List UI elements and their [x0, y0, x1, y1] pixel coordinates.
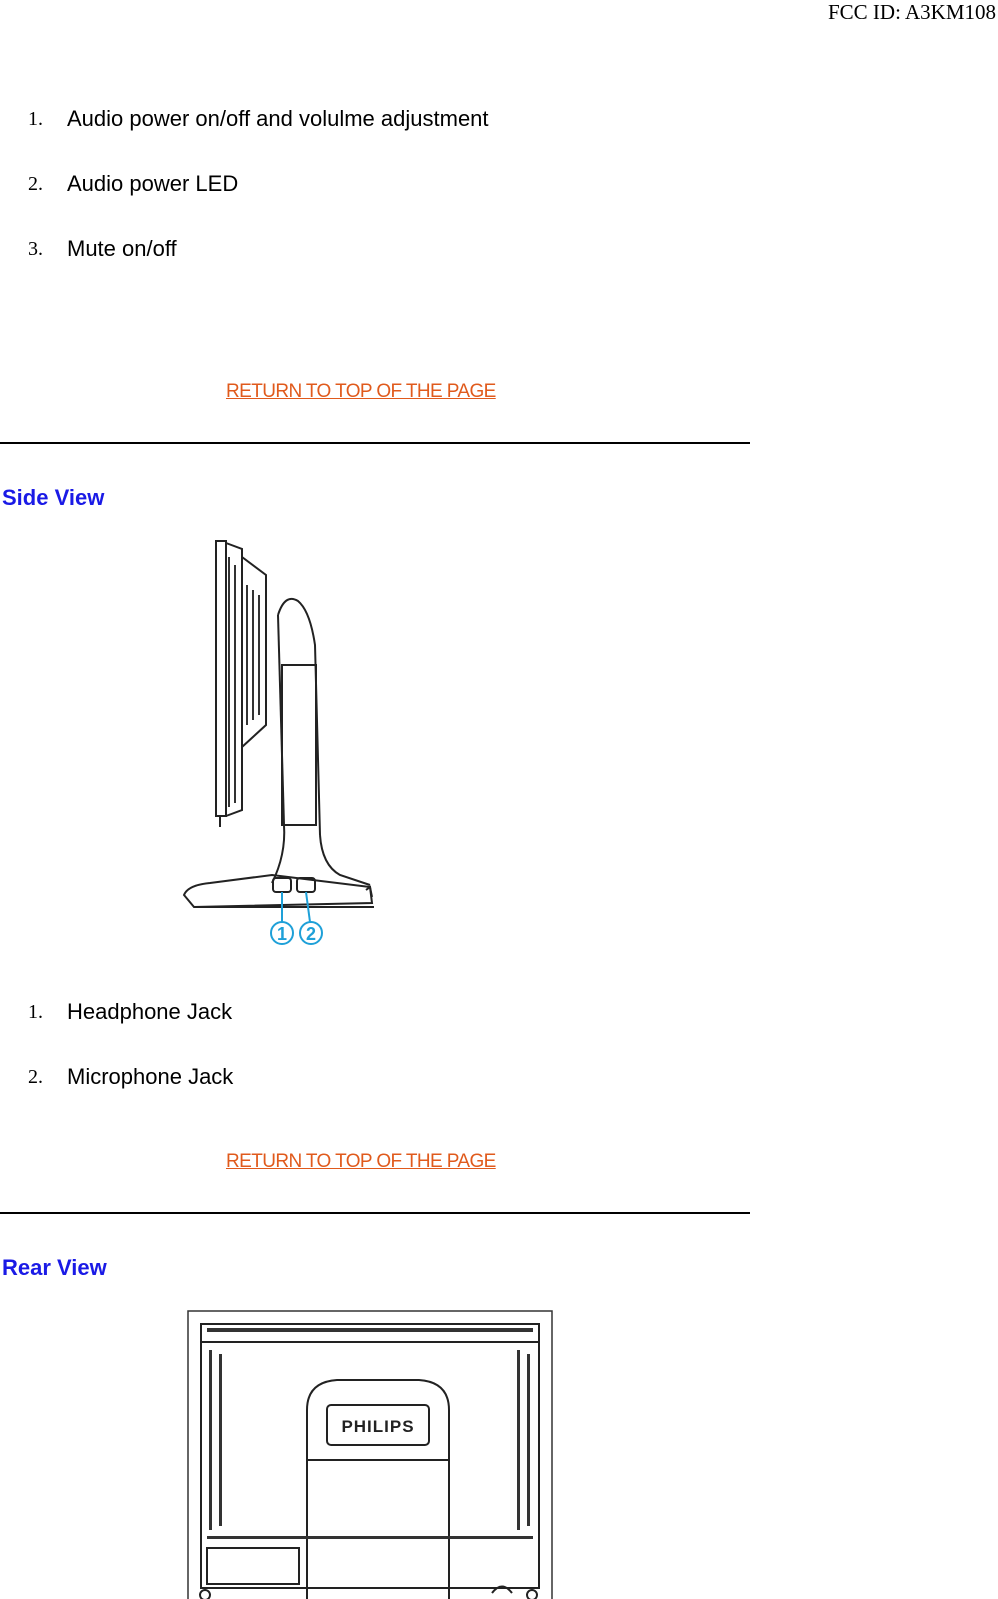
side-view-illustration	[180, 535, 390, 965]
list-item-text: Audio power LED	[67, 171, 239, 196]
list-item-number: 1.	[28, 108, 43, 130]
list-item-text: Microphone Jack	[67, 1064, 234, 1089]
return-to-top-link[interactable]: RETURN TO TOP OF THE PAGE	[226, 1151, 496, 1172]
philips-logo: PHILIPS	[341, 1417, 415, 1436]
rear-view-title: Rear View	[2, 1255, 107, 1280]
list-item-text: Headphone Jack	[67, 999, 233, 1024]
list-item-number: 1.	[28, 1001, 43, 1023]
side-view-title: Side View	[2, 485, 105, 510]
section-divider	[0, 1212, 750, 1214]
callout-1: 1	[276, 924, 288, 944]
list-item-text: Mute on/off	[67, 236, 177, 261]
section-divider	[0, 442, 750, 444]
callout-2: 2	[305, 924, 317, 944]
list-item-text: Audio power on/off and volulme adjustment	[67, 106, 489, 131]
list-item-number: 3.	[28, 238, 43, 260]
list-item-number: 2.	[28, 173, 43, 195]
list-item-number: 2.	[28, 1066, 43, 1088]
return-to-top-link[interactable]: RETURN TO TOP OF THE PAGE	[226, 381, 496, 402]
rear-view-illustration	[187, 1310, 553, 1599]
fcc-id-header: FCC ID: A3KM108	[827, 0, 996, 24]
